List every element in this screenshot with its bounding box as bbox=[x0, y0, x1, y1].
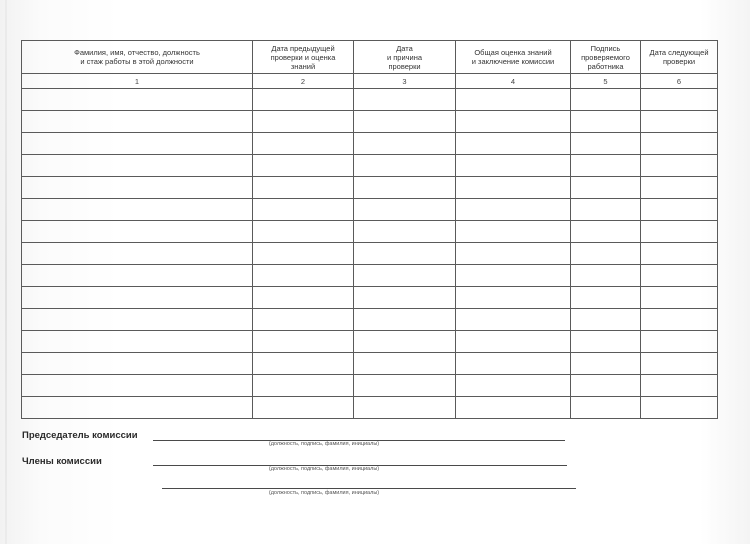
table-row bbox=[22, 133, 718, 155]
table-cell bbox=[571, 265, 641, 287]
table-cell bbox=[571, 89, 641, 111]
table-cell bbox=[253, 221, 354, 243]
table-cell bbox=[571, 309, 641, 331]
column-number-row bbox=[22, 74, 718, 89]
header-next-check-date: Дата следующей проверки bbox=[641, 41, 718, 74]
table-cell bbox=[571, 199, 641, 221]
table-cell bbox=[354, 155, 456, 177]
table-cell bbox=[22, 111, 253, 133]
knowledge-check-table bbox=[21, 40, 718, 419]
table-cell bbox=[571, 331, 641, 353]
member-signature-line-2 bbox=[162, 488, 576, 489]
table-row bbox=[22, 331, 718, 353]
table-row bbox=[22, 111, 718, 133]
chairman-caption: (должность, подпись, фамилия, инициалы) bbox=[268, 441, 380, 447]
table-row bbox=[22, 199, 718, 221]
table-cell bbox=[571, 243, 641, 265]
table-row bbox=[22, 177, 718, 199]
table-row bbox=[22, 155, 718, 177]
table-cell bbox=[354, 309, 456, 331]
table-cell bbox=[354, 177, 456, 199]
table-cell bbox=[641, 309, 718, 331]
table-cell bbox=[456, 353, 571, 375]
table-cell bbox=[22, 265, 253, 287]
table-row bbox=[22, 396, 718, 418]
table-row bbox=[22, 374, 718, 396]
table-cell bbox=[456, 287, 571, 309]
table-cell bbox=[253, 89, 354, 111]
table-cell bbox=[22, 89, 253, 111]
table-cell bbox=[456, 243, 571, 265]
table-cell bbox=[456, 199, 571, 221]
table-cell bbox=[22, 396, 253, 418]
table-cell bbox=[354, 331, 456, 353]
table-cell bbox=[571, 177, 641, 199]
table-cell bbox=[253, 331, 354, 353]
table-cell bbox=[641, 265, 718, 287]
page-fold bbox=[5, 0, 7, 544]
table-cell bbox=[456, 221, 571, 243]
table-cell bbox=[456, 309, 571, 331]
column-number: 1 bbox=[22, 74, 253, 89]
column-number: 4 bbox=[456, 74, 571, 89]
table-cell bbox=[641, 133, 718, 155]
table-cell bbox=[641, 221, 718, 243]
table-header-row bbox=[22, 41, 718, 74]
table-cell bbox=[354, 396, 456, 418]
table-cell bbox=[641, 287, 718, 309]
table-cell bbox=[571, 287, 641, 309]
members-label: Члены комиссии bbox=[22, 456, 102, 467]
table-cell bbox=[456, 396, 571, 418]
table-cell bbox=[22, 199, 253, 221]
header-employee-signature: Подпись проверяемого работника bbox=[571, 41, 641, 74]
table-row bbox=[22, 309, 718, 331]
table-cell bbox=[354, 243, 456, 265]
table-row bbox=[22, 265, 718, 287]
table-row bbox=[22, 353, 718, 375]
table-cell bbox=[456, 177, 571, 199]
table-cell bbox=[571, 155, 641, 177]
table-cell bbox=[253, 396, 354, 418]
table-cell bbox=[22, 331, 253, 353]
table-cell bbox=[456, 89, 571, 111]
table-cell bbox=[253, 133, 354, 155]
table-cell bbox=[354, 265, 456, 287]
header-overall-assessment: Общая оценка знаний и заключение комиссии bbox=[456, 41, 571, 74]
table-cell bbox=[456, 331, 571, 353]
table-cell bbox=[641, 89, 718, 111]
table-cell bbox=[641, 199, 718, 221]
table-cell bbox=[354, 89, 456, 111]
header-full-name-position: Фамилия, имя, отчество, должность и стаж работы в этой должности bbox=[22, 41, 253, 74]
table-cell bbox=[641, 353, 718, 375]
table-cell bbox=[571, 133, 641, 155]
table-cell bbox=[253, 177, 354, 199]
table-cell bbox=[456, 155, 571, 177]
header-check-date-reason: Дата и причина проверки bbox=[354, 41, 456, 74]
table-cell bbox=[22, 374, 253, 396]
table-cell bbox=[253, 287, 354, 309]
chairman-label: Председатель комиссии bbox=[22, 430, 138, 441]
table-cell bbox=[354, 221, 456, 243]
table-cell bbox=[571, 374, 641, 396]
table-cell bbox=[354, 353, 456, 375]
table-cell bbox=[456, 265, 571, 287]
table-cell bbox=[253, 265, 354, 287]
member-caption-1: (должность, подпись, фамилия, инициалы) bbox=[268, 466, 380, 472]
column-number: 5 bbox=[571, 74, 641, 89]
table-cell bbox=[456, 111, 571, 133]
table-cell bbox=[354, 199, 456, 221]
table-cell bbox=[253, 309, 354, 331]
table-cell bbox=[641, 177, 718, 199]
column-number: 2 bbox=[253, 74, 354, 89]
table-cell bbox=[354, 374, 456, 396]
table-cell bbox=[354, 111, 456, 133]
column-number: 3 bbox=[354, 74, 456, 89]
table-cell bbox=[641, 396, 718, 418]
table-cell bbox=[641, 111, 718, 133]
table-cell bbox=[456, 374, 571, 396]
table-cell bbox=[571, 111, 641, 133]
table-row bbox=[22, 89, 718, 111]
table-cell bbox=[641, 374, 718, 396]
table-cell bbox=[253, 199, 354, 221]
table-cell bbox=[354, 287, 456, 309]
table-cell bbox=[571, 396, 641, 418]
table-cell bbox=[641, 155, 718, 177]
table-cell bbox=[253, 374, 354, 396]
table-cell bbox=[253, 155, 354, 177]
table-cell bbox=[253, 353, 354, 375]
table-cell bbox=[354, 133, 456, 155]
table-cell bbox=[22, 309, 253, 331]
table-cell bbox=[22, 133, 253, 155]
table-cell bbox=[22, 155, 253, 177]
table-cell bbox=[571, 221, 641, 243]
header-previous-check-date: Дата предыдущей проверки и оценка знаний bbox=[253, 41, 354, 74]
table-cell bbox=[571, 353, 641, 375]
member-caption-2: (должность, подпись, фамилия, инициалы) bbox=[268, 490, 380, 496]
table-cell bbox=[22, 287, 253, 309]
table-cell bbox=[22, 177, 253, 199]
column-number: 6 bbox=[641, 74, 718, 89]
table-cell bbox=[22, 221, 253, 243]
table-cell bbox=[456, 133, 571, 155]
table-cell bbox=[253, 243, 354, 265]
table-cell bbox=[641, 331, 718, 353]
table-row bbox=[22, 287, 718, 309]
table-cell bbox=[641, 243, 718, 265]
table-cell bbox=[22, 353, 253, 375]
table-cell bbox=[22, 243, 253, 265]
table-cell bbox=[253, 111, 354, 133]
table-row bbox=[22, 243, 718, 265]
table-row bbox=[22, 221, 718, 243]
